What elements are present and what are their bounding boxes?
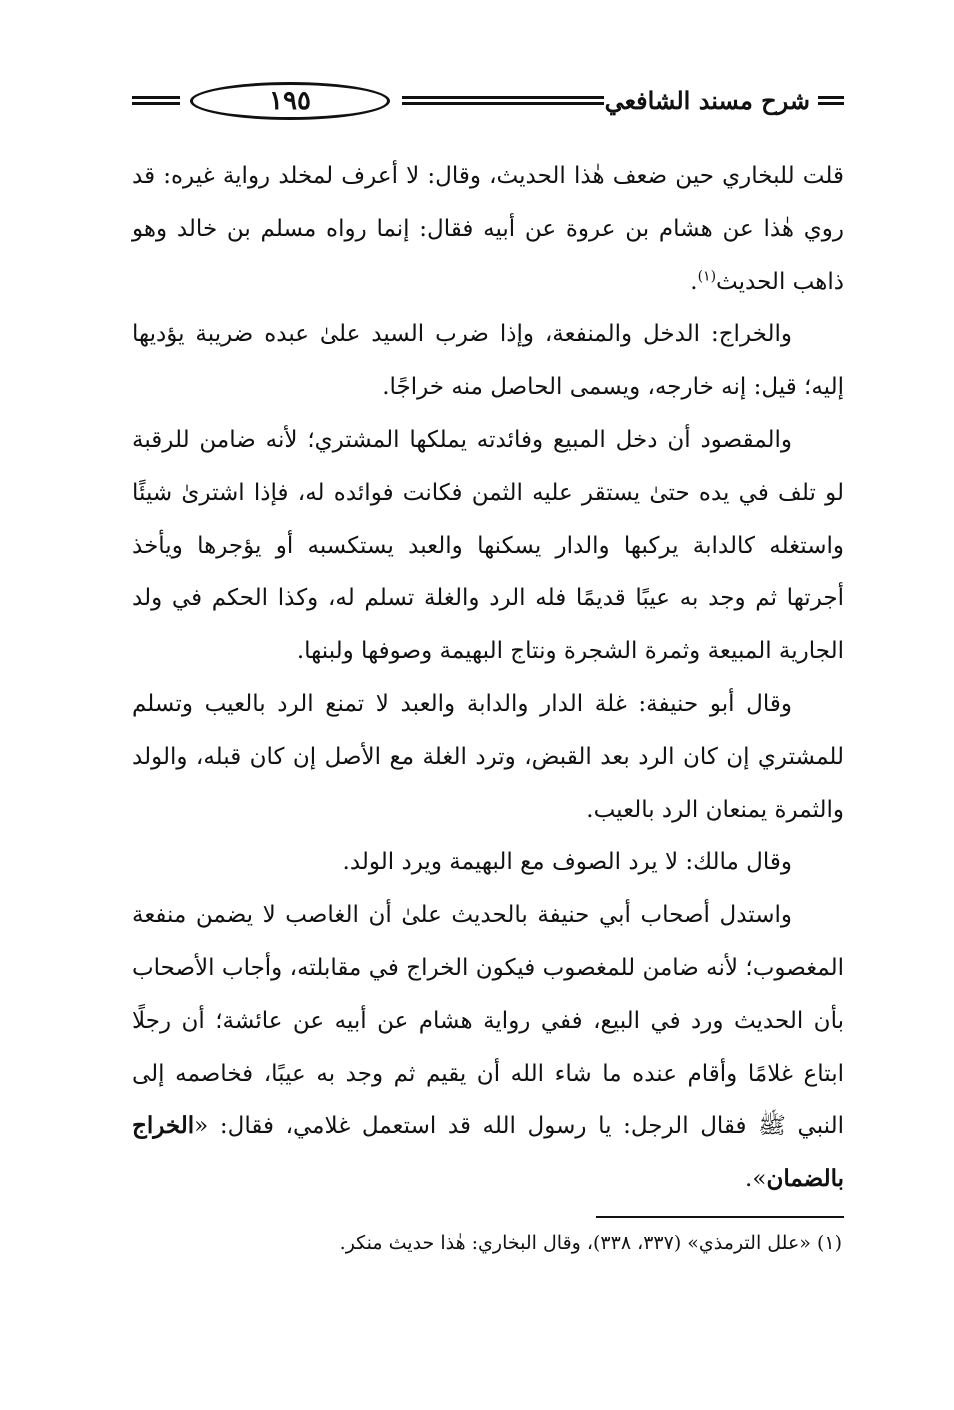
header-rule-end [132, 96, 180, 105]
page-number: ١٩٥ [190, 82, 390, 120]
paragraph-3: والمقصود أن دخل المبيع وفائدته يملكها المشتري؛ لأنه ضامن للرقبة لو تلف في يده حتىٰ يستقر عليه الثمن فكانت فوائده له، فإذا اشترىٰ شيئًا واستغله كالدابة يركبها والدار يسكنها والعبد يستكسبه أو يؤجرها ويأخذ أجرتها ثم وجد به عيبًا قديمًا فله الرد والغلة تسلم له، وكذا الحكم في ولد الجارية المبيعة وثمرة الشجرة ونتاج البهيمة وصوفها ولبنها. [132, 426, 844, 665]
header-ornament-dash [818, 96, 844, 105]
footnote-reference: (١) [697, 267, 717, 284]
paragraph-1: قلت للبخاري حين ضعف هٰذا الحديث، وقال: لا أعرف لمخلد رواية غيره: قد روي هٰذا عن هشام بن عروة عن أبيه فقال: إنما رواه مسلم بن خالد وهو ذاهب الحديث$^{(١)}$. [132, 163, 844, 295]
paragraph-4: وقال أبو حنيفة: غلة الدار والدابة والعبد لا تمنع الرد بالعيب وتسلم للمشتري إن كان الرد بعد القبض، وترد الغلة مع الأصل إن كان قبله، والولد والثمرة يمنعان الرد بالعيب. [132, 690, 844, 823]
hadith-quote: الخراج بالضمان [132, 1112, 844, 1193]
footnote-separator [596, 1216, 844, 1218]
paragraph-6: واستدل أصحاب أبي حنيفة بالحديث علىٰ أن الغاصب لا يضمن منفعة المغصوب؛ لأنه ضامن للمغصوب فيكون الخراج في مقابلته، وأجاب الأصحاب بأن الحديث ورد في البيع، ففي رواية هشام عن أبيه عن عائشة؛ أن رجلًا ابتاع غلامًا وأقام عنده ما شاء الله أن يقيم ثم وجد به عيبًا، فخاصمه إلى النبي ﷺ فقال الرجل: يا رسول الله قد استعمل غلامي، فقال: «الخراج بالضمان». [132, 902, 844, 1193]
main-text [132, 150, 844, 1206]
header-rule [402, 96, 604, 105]
page-header [132, 78, 844, 126]
paragraph-5: وقال مالك: لا يرد الصوف مع البهيمة ويرد الولد. [342, 849, 792, 876]
footnote: (١) «علل الترمذي» (٣٣٧، ٣٣٨)، وقال البخاري: هٰذا حديث منكر. [339, 1232, 842, 1254]
paragraph-2: والخراج: الدخل والمنفعة، وإذا ضرب السيد علىٰ عبده ضريبة يؤديها إليه؛ قيل: إنه خارجه، ويسمى الحاصل منه خراجًا. [132, 321, 844, 401]
book-title: شرح مسند الشافعي [604, 86, 810, 115]
